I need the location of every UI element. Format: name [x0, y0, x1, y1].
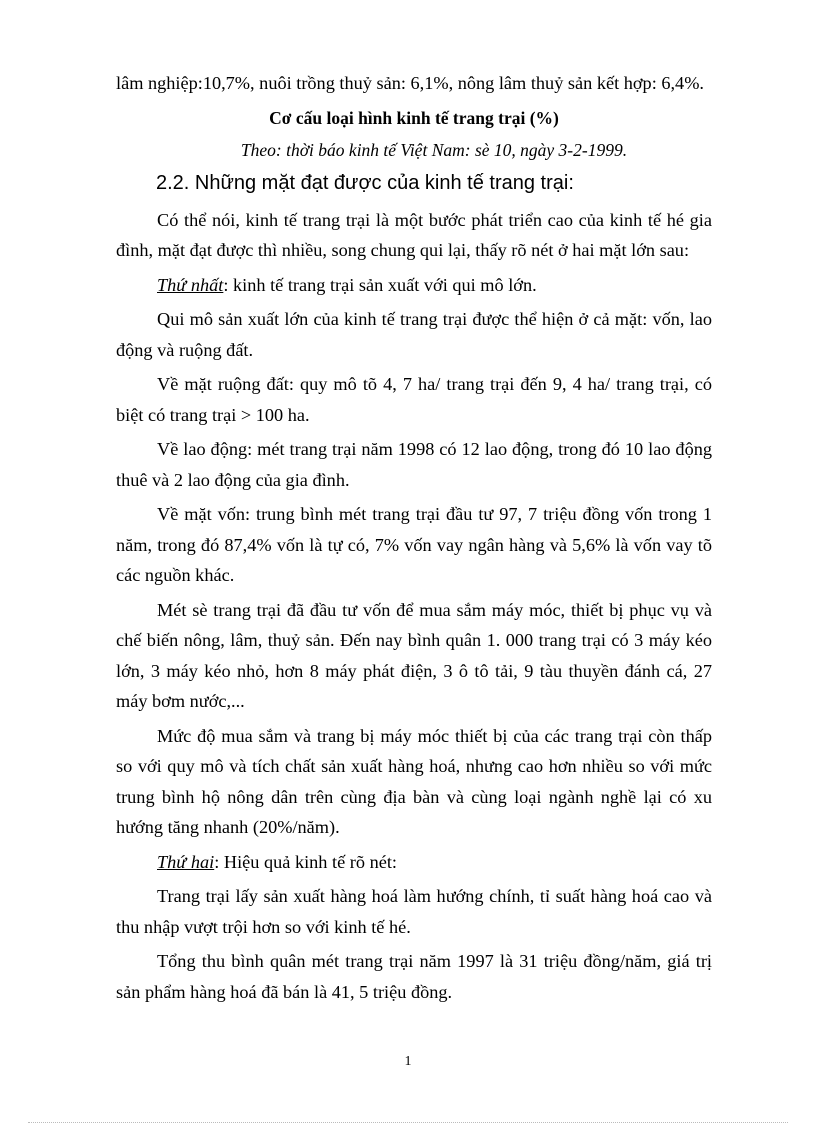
paragraph-overview: Có thể nói, kinh tế trang trại là một bước phát triển cao của kinh tế hé gia đình, mặt đạt được thì nhiều, song chung qui lại, thấy rõ nét ở hai mặt lớn sau: [116, 209, 712, 260]
first-point-text: : kinh tế trang trại sản xuất với qui mô lớn. [223, 274, 537, 295]
paragraph-commodity: Trang trại lấy sản xuất hàng hoá làm hướng chính, tỉ suất hàng hoá cao và thu nhập vượt trội hơn so với kinh tế hé. [116, 886, 712, 937]
paragraph-second-point [116, 847, 712, 878]
first-point-label: Thứ nhất [157, 274, 224, 295]
second-point-text: : Hiệu quả kinh tế rõ nét: [214, 851, 397, 872]
paragraph-equipment: Mét sè trang trại đã đầu tư vốn để mua sắm máy móc, thiết bị phục vụ và chế biến nông, lâm, thuỷ sản. Đến nay bình quân 1. 000 trang trại có 3 máy kéo lớn, 3 máy kéo nhỏ, hơn 8 máy phát điện, 3 ô tô tải, 9 tàu thuyền đánh cá, 27 máy bơm nước,... [116, 599, 712, 711]
paragraph-capital: Về mặt vốn: trung bình mét trang trại đầu tư 97, 7 triệu đồng vốn trong 1 năm, trong đó 87,4% vốn là tự có, 7% vốn vay ngân hàng và 5,6% là vốn vay tõ các nguồn khác. [116, 504, 712, 585]
table-title: Cơ cấu loại hình kinh tế trang trại (%) [269, 107, 559, 128]
page-number: 1 [404, 1054, 412, 1069]
intro-continuation: lâm nghiệp:10,7%, nuôi trồng thuỷ sản: 6,1%, nông lâm thuỷ sản kết hợp: 6,4%. [116, 73, 704, 93]
second-point-label: Thứ hai [157, 851, 215, 872]
paragraph-revenue: Tổng thu bình quân mét trang trại năm 1997 là 31 triệu đồng/năm, giá trị sản phẩm hàng hoá đã bán là 41, 5 triệu đồng. [116, 951, 712, 1002]
paragraph-labor: Về lao động: mét trang trại năm 1998 có 12 lao động, trong đó 10 lao động thuê và 2 lao động của gia đình. [116, 439, 712, 490]
paragraph-equipment-level: Mức độ mua sắm và trang bị máy móc thiết bị của các trang trại còn thấp so với quy mô và tích chất sản xuất hàng hoá, nhưng cao hơn nhiều so với mức trung bình hộ nông dân trên cùng địa bàn và cùng loại ngành nghề lại có xu hướng tăng nhanh (20%/năm). [116, 725, 712, 837]
table-source: Theo: thời báo kinh tế Việt Nam: sè 10, ngày 3-2-1999. [240, 139, 628, 160]
paragraph-scale: Qui mô sản xuất lớn của kinh tế trang trại được thể hiện ở cả mặt: vốn, lao động và ruộng đất. [116, 309, 712, 360]
document-page [116, 68, 712, 1011]
section-heading: 2.2. Những mặt đạt được của kinh tế trang trại: [156, 171, 574, 194]
paragraph-first-point [116, 270, 712, 301]
paragraph-land: Về mặt ruộng đất: quy mô tõ 4, 7 ha/ trang trại đến 9, 4 ha/ trang trại, có biệt có trang trại > 100 ha. [116, 374, 712, 425]
